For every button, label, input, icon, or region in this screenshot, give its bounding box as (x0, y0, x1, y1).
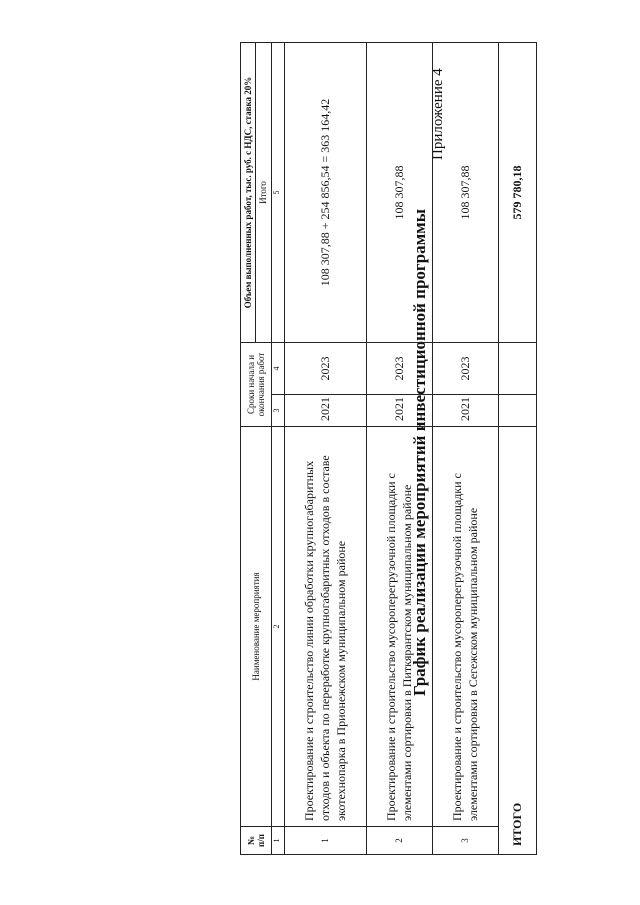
col-number-4: 4 (271, 343, 284, 395)
row-num: 1 (284, 827, 366, 855)
header-num: № п/п (241, 827, 272, 855)
grand-total-label: ИТОГО (498, 427, 536, 855)
total-empty-cell (498, 343, 536, 395)
table-row (284, 43, 366, 855)
table-row (366, 43, 432, 855)
col-number-5: 5 (271, 43, 284, 343)
col-number-2: 2 (271, 427, 284, 827)
row-start-year: 2021 (284, 395, 366, 427)
column-number-row (271, 43, 284, 855)
row-num: 2 (366, 827, 432, 855)
row-total: 108 307,88 (432, 43, 498, 343)
row-start-year: 2021 (366, 395, 432, 427)
row-total: 108 307,88 (366, 43, 432, 343)
row-end-year: 2023 (366, 343, 432, 395)
table-row (432, 43, 498, 855)
row-start-year: 2021 (432, 395, 498, 427)
total-row (498, 43, 536, 855)
grand-total-value: 579 780,18 (498, 43, 536, 343)
row-num: 3 (432, 827, 498, 855)
row-end-year: 2023 (284, 343, 366, 395)
schedule-table (240, 42, 537, 855)
col-number-3: 3 (271, 395, 284, 427)
header-name: Наименование мероприятия (241, 427, 272, 827)
row-name: Проектирование и строительство мусороперегрузочной площадки с элементами сортировки в Питкярантском муниципальном районе (366, 427, 432, 827)
row-end-year: 2023 (432, 343, 498, 395)
appendix-label: Приложение 4 (430, 68, 446, 160)
row-name: Проектирование и строительство мусороперегрузочной площадки с элементами сортировки в Сегежском муниципальном районе (432, 427, 498, 827)
col-number-1: 1 (271, 827, 284, 855)
row-total: 108 307,88 + 254 856,54 = 363 164,42 (284, 43, 366, 343)
header-period: Сроки начала и окончания работ (241, 343, 272, 427)
row-name: Проектирование и строительство линии обработки крупногабаритных отходов и объекта по переработке крупногабаритных отходов в составе экотехнопарка в Прионежском муниципальном районе (284, 427, 366, 827)
header-row (241, 43, 256, 855)
header-total: Итого (256, 43, 271, 343)
header-volume: Объем выполненных работ, тыс. руб. с НДС, ставка 20% (241, 43, 256, 343)
total-empty-cell (498, 395, 536, 427)
page-title: График реализации мероприятий инвестиционной программы (410, 208, 429, 697)
